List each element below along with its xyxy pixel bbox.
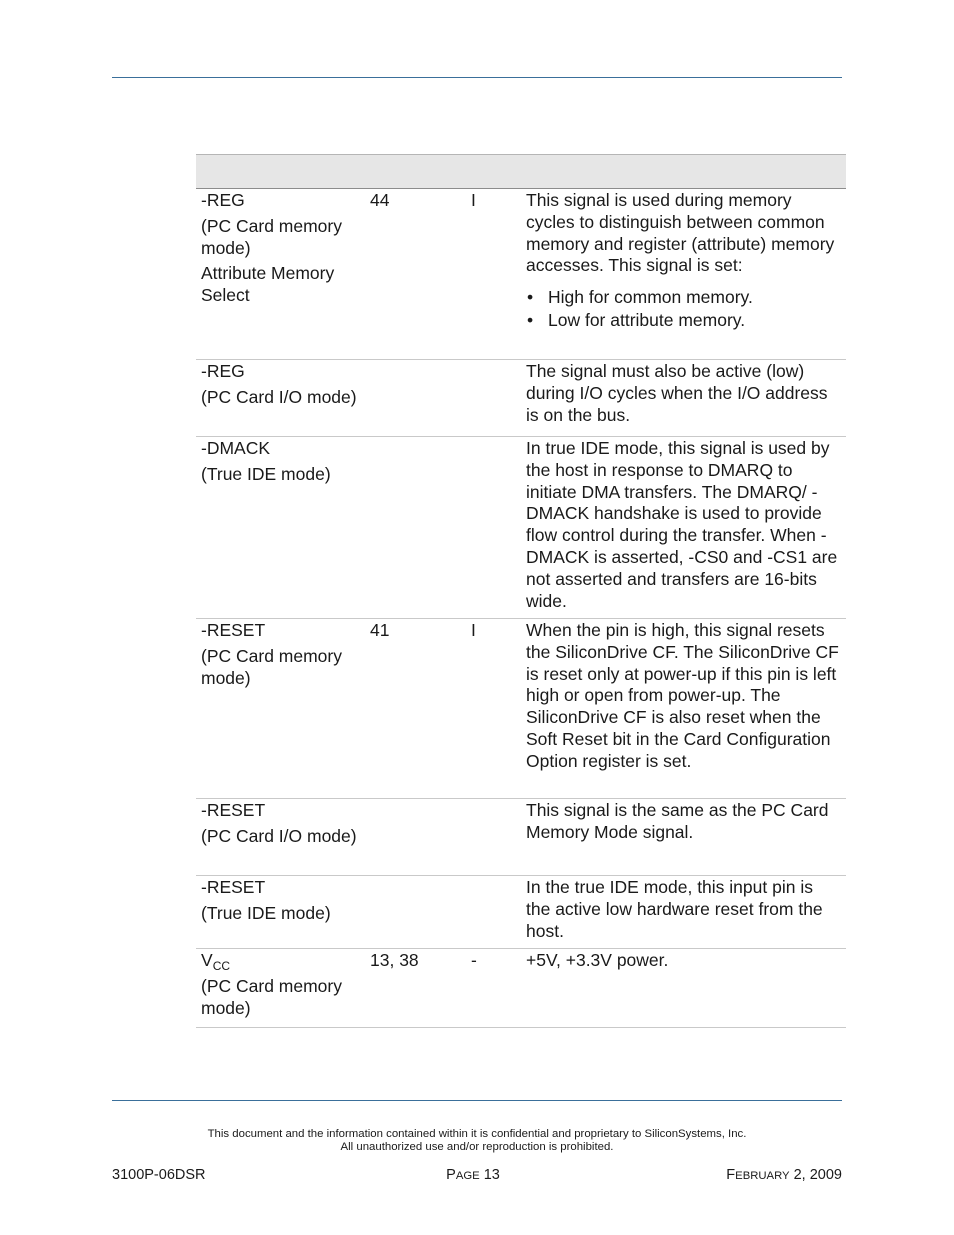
bullet-list bbox=[526, 286, 841, 332]
signal-mode: (True IDE mode) bbox=[201, 902, 331, 923]
signal-table bbox=[196, 154, 846, 1028]
document-date bbox=[726, 1167, 842, 1183]
description-cell bbox=[526, 190, 841, 332]
signal-name bbox=[201, 950, 361, 972]
date-month-rest: EBRUARY bbox=[735, 1170, 790, 1182]
page-number-value: 13 bbox=[483, 1167, 500, 1183]
signal-mode: (PC Card memory mode) bbox=[201, 645, 342, 688]
pin-cell: 13, 38 bbox=[370, 950, 419, 970]
confidentiality-line: This document and the information contained within it is confidential and proprietary to SiliconSystems, Inc. bbox=[207, 1128, 747, 1140]
description-text: This signal is the same as the PC Card Memory Mode signal. bbox=[526, 800, 829, 842]
direction-cell: - bbox=[471, 950, 477, 970]
description-text: When the pin is high, this signal resets the SiliconDrive CF. The SiliconDrive CF is reset only at power-up if this pin is left high or open from power-up. The SiliconDrive CF is also reset when the Soft Reset bit in the Card Configuration Option register is set. bbox=[526, 620, 839, 771]
signal-name: -REG bbox=[201, 361, 245, 381]
signal-cell bbox=[201, 620, 361, 689]
signal-cell bbox=[201, 877, 361, 925]
table-row bbox=[196, 437, 846, 619]
description-cell bbox=[526, 438, 841, 612]
pin-cell: 41 bbox=[370, 620, 390, 640]
signal-cell bbox=[201, 800, 361, 848]
signal-mode: (True IDE mode) bbox=[201, 463, 331, 484]
direction-cell: I bbox=[471, 620, 476, 640]
description-text: In the true IDE mode, this input pin is the active low hardware reset from the host. bbox=[526, 877, 823, 941]
signal-mode: (PC Card memory mode) bbox=[201, 215, 342, 258]
signal-mode: (PC Card I/O mode) bbox=[201, 386, 357, 407]
description-text: In true IDE mode, this signal is used by the host in response to DMARQ to initiate DMA transfers. The DMARQ/ -DMACK handshake is used to provide flow control during the transfer. When -DMACK is asserted, -CS0 and -CS1 are not asserted and transfers are 16-bits wide. bbox=[526, 438, 838, 611]
table-row bbox=[196, 799, 846, 876]
table-row bbox=[196, 949, 846, 1028]
signal-name: -RESET bbox=[201, 800, 266, 820]
signal-subscript: CC bbox=[212, 959, 231, 973]
signal-symbol: V bbox=[201, 950, 213, 970]
signal-name: -RESET bbox=[201, 620, 266, 640]
signal-cell bbox=[201, 950, 361, 1019]
table-row bbox=[196, 360, 846, 437]
document-id: 3100P-06DSR bbox=[112, 1167, 206, 1183]
table-row bbox=[196, 876, 846, 949]
bullet-item: • High for common memory. bbox=[526, 286, 841, 309]
description-cell bbox=[526, 877, 841, 942]
page-label-initial: P bbox=[446, 1167, 456, 1183]
description-cell bbox=[526, 620, 841, 773]
page-label-rest: AGE bbox=[455, 1170, 480, 1182]
date-initial: F bbox=[726, 1167, 736, 1183]
description-text: The signal must also be active (low) during I/O cycles when the I/O address is on the bus. bbox=[526, 361, 828, 425]
description-cell bbox=[526, 361, 841, 426]
description-text: +5V, +3.3V power. bbox=[526, 950, 669, 970]
signal-cell bbox=[201, 438, 361, 486]
table-header-row bbox=[196, 154, 846, 189]
description-cell bbox=[526, 800, 841, 844]
signal-name: -RESET bbox=[201, 877, 266, 897]
signal-name: -REG bbox=[201, 190, 245, 210]
pin-cell: 44 bbox=[370, 190, 390, 210]
bullet-item: • Low for attribute memory. bbox=[526, 309, 841, 332]
footer-rule bbox=[112, 1100, 842, 1101]
signal-mode: (PC Card I/O mode) bbox=[201, 825, 357, 846]
signal-cell bbox=[201, 190, 361, 307]
date-tail: 2, 2009 bbox=[793, 1167, 842, 1183]
description-text: This signal is used during memory cycles to distinguish between common memory and register (attribute) memory accesses. This signal is set: bbox=[526, 190, 835, 276]
signal-extra: Attribute Memory Select bbox=[201, 263, 335, 306]
header-rule bbox=[112, 77, 842, 78]
confidentiality-line: All unauthorized use and/or reproduction is prohibited. bbox=[340, 1141, 614, 1153]
signal-name: -DMACK bbox=[201, 438, 271, 458]
description-cell bbox=[526, 950, 841, 972]
direction-cell: I bbox=[471, 190, 476, 210]
signal-mode: (PC Card memory mode) bbox=[201, 975, 342, 1018]
signal-cell bbox=[201, 361, 361, 409]
table-row bbox=[196, 189, 846, 360]
table-row bbox=[196, 619, 846, 799]
confidentiality-notice bbox=[112, 1128, 842, 1154]
